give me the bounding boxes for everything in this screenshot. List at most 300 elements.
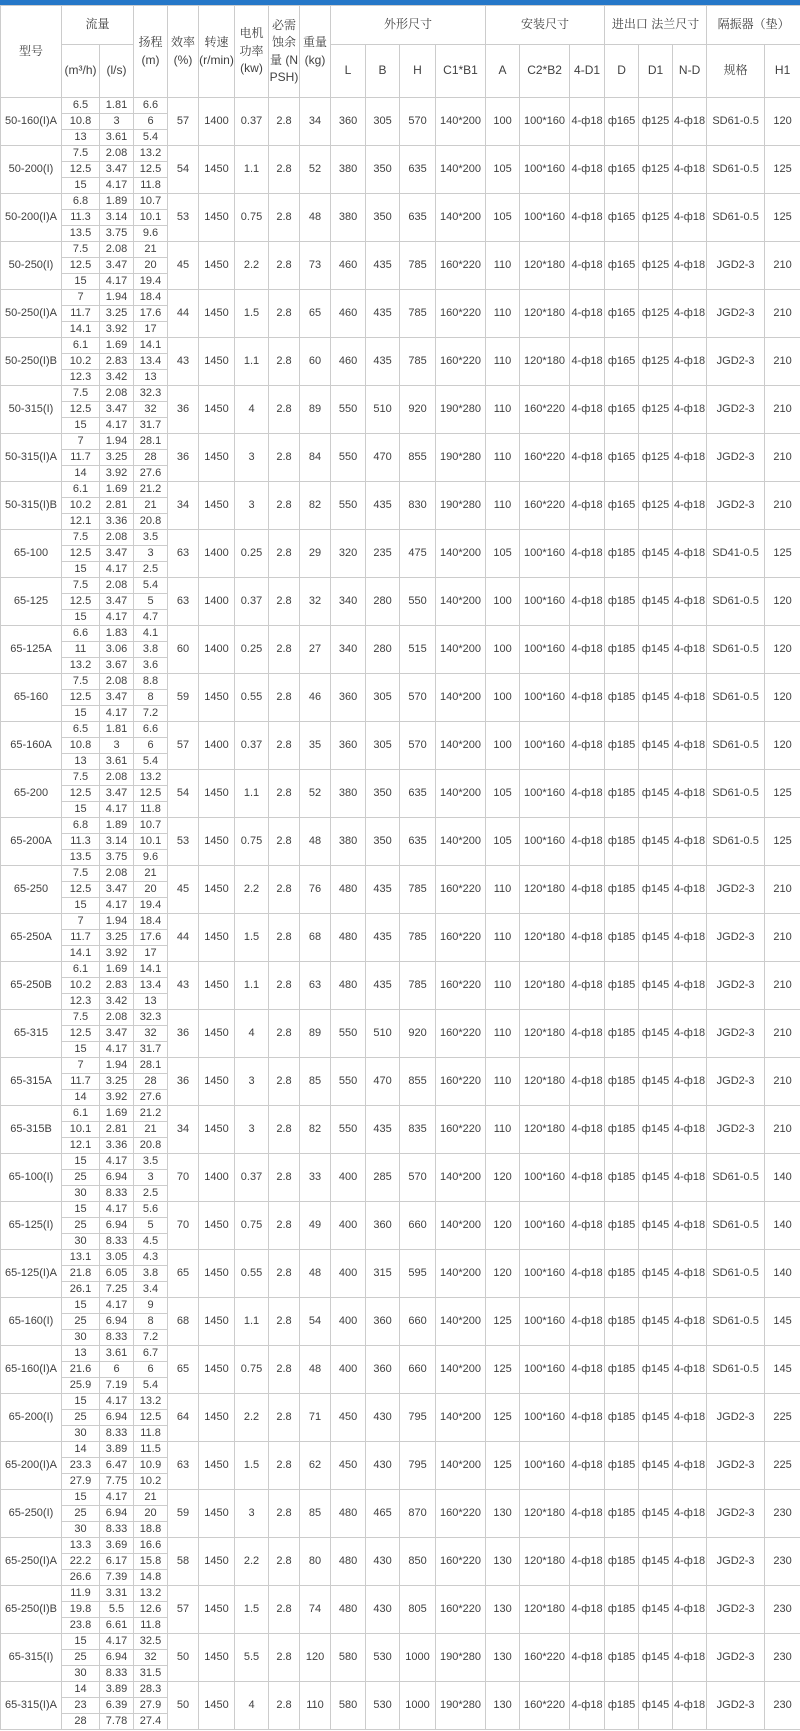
cell-power: 1.1 bbox=[235, 770, 269, 818]
cell-flange-d: ф165 bbox=[605, 482, 639, 530]
cell-dim-h: 635 bbox=[400, 194, 436, 242]
col-header-dim-h: H bbox=[400, 45, 436, 98]
cell-install-c2b2: 100*160 bbox=[520, 578, 570, 626]
cell-head: 32.3 bbox=[134, 386, 168, 402]
cell-flow-ls: 6.94 bbox=[100, 1170, 134, 1186]
cell-dim-h: 475 bbox=[400, 530, 436, 578]
cell-flange-nd: 4-ф18 bbox=[673, 1298, 707, 1346]
cell-flow-m3h: 25 bbox=[62, 1218, 100, 1234]
cell-head: 17 bbox=[134, 322, 168, 338]
cell-npsh: 2.8 bbox=[269, 1250, 300, 1298]
cell-flange-nd: 4-ф18 bbox=[673, 1394, 707, 1442]
cell-flange-d1: ф125 bbox=[639, 194, 673, 242]
cell-install-4d1: 4-ф18 bbox=[570, 1346, 605, 1394]
cell-dim-c1b1: 160*220 bbox=[436, 1010, 486, 1058]
cell-speed: 1450 bbox=[199, 1058, 235, 1106]
cell-isolator-h1: 125 bbox=[765, 194, 800, 242]
cell-flow-m3h: 7 bbox=[62, 290, 100, 306]
cell-npsh: 2.8 bbox=[269, 530, 300, 578]
cell-install-a: 110 bbox=[486, 1058, 520, 1106]
cell-flow-ls: 1.94 bbox=[100, 290, 134, 306]
cell-weight: 62 bbox=[300, 1442, 331, 1490]
cell-flow-m3h: 11.3 bbox=[62, 210, 100, 226]
cell-dim-c1b1: 140*200 bbox=[436, 1202, 486, 1250]
col-header-power: 电机功率 (kw) bbox=[235, 6, 269, 98]
cell-head: 9.6 bbox=[134, 226, 168, 242]
cell-weight: 52 bbox=[300, 146, 331, 194]
table-row bbox=[1, 386, 800, 402]
cell-power: 0.75 bbox=[235, 1202, 269, 1250]
cell-install-c2b2: 100*160 bbox=[520, 626, 570, 674]
cell-isolator-h1: 230 bbox=[765, 1586, 800, 1634]
cell-weight: 82 bbox=[300, 482, 331, 530]
cell-head: 19.4 bbox=[134, 274, 168, 290]
cell-head: 8 bbox=[134, 690, 168, 706]
cell-flow-ls: 3.47 bbox=[100, 402, 134, 418]
cell-flange-nd: 4-ф18 bbox=[673, 98, 707, 146]
cell-model: 65-100 bbox=[1, 530, 62, 578]
cell-flow-m3h: 14.1 bbox=[62, 946, 100, 962]
cell-flow-ls: 2.83 bbox=[100, 978, 134, 994]
cell-npsh: 2.8 bbox=[269, 866, 300, 914]
col-header-install-group: 安装尺寸 bbox=[486, 6, 605, 45]
cell-speed: 1450 bbox=[199, 1394, 235, 1442]
cell-flange-nd: 4-ф18 bbox=[673, 626, 707, 674]
cell-dim-h: 830 bbox=[400, 482, 436, 530]
cell-head: 3.8 bbox=[134, 642, 168, 658]
cell-dim-l: 580 bbox=[331, 1682, 366, 1730]
cell-flow-ls: 6.47 bbox=[100, 1458, 134, 1474]
cell-head: 3 bbox=[134, 1170, 168, 1186]
cell-dim-c1b1: 140*200 bbox=[436, 674, 486, 722]
cell-dim-c1b1: 140*200 bbox=[436, 1154, 486, 1202]
pump-spec-table bbox=[0, 5, 800, 1730]
cell-install-c2b2: 100*160 bbox=[520, 98, 570, 146]
cell-speed: 1450 bbox=[199, 1490, 235, 1538]
cell-install-4d1: 4-ф18 bbox=[570, 1298, 605, 1346]
cell-efficiency: 36 bbox=[168, 434, 199, 482]
cell-dim-l: 360 bbox=[331, 674, 366, 722]
col-header-install-c2b2: C2*B2 bbox=[520, 45, 570, 98]
cell-dim-b: 280 bbox=[366, 626, 400, 674]
cell-install-4d1: 4-ф18 bbox=[570, 1442, 605, 1490]
col-header-model: 型号 bbox=[1, 6, 62, 98]
col-header-dim-l: L bbox=[331, 45, 366, 98]
cell-model: 65-250(I)A bbox=[1, 1538, 62, 1586]
cell-flow-m3h: 12.3 bbox=[62, 994, 100, 1010]
table-row bbox=[1, 1010, 800, 1026]
cell-model: 65-200A bbox=[1, 818, 62, 866]
cell-flow-ls: 7.75 bbox=[100, 1474, 134, 1490]
cell-flow-ls: 1.81 bbox=[100, 98, 134, 114]
cell-npsh: 2.8 bbox=[269, 578, 300, 626]
cell-dim-h: 550 bbox=[400, 578, 436, 626]
cell-power: 3 bbox=[235, 1106, 269, 1154]
cell-efficiency: 53 bbox=[168, 194, 199, 242]
cell-flow-m3h: 13.3 bbox=[62, 1538, 100, 1554]
cell-isolator-spec: SD61-0.5 bbox=[707, 98, 765, 146]
cell-flow-ls: 3.47 bbox=[100, 162, 134, 178]
cell-flow-ls: 3.36 bbox=[100, 514, 134, 530]
cell-speed: 1400 bbox=[199, 530, 235, 578]
cell-speed: 1450 bbox=[199, 866, 235, 914]
cell-efficiency: 64 bbox=[168, 1394, 199, 1442]
cell-install-4d1: 4-ф18 bbox=[570, 338, 605, 386]
cell-head: 28.1 bbox=[134, 434, 168, 450]
cell-flow-ls: 3.92 bbox=[100, 466, 134, 482]
cell-install-a: 110 bbox=[486, 386, 520, 434]
cell-flange-nd: 4-ф18 bbox=[673, 1106, 707, 1154]
cell-head: 3.6 bbox=[134, 658, 168, 674]
cell-efficiency: 63 bbox=[168, 1442, 199, 1490]
cell-speed: 1400 bbox=[199, 722, 235, 770]
cell-efficiency: 63 bbox=[168, 530, 199, 578]
col-header-install-a: A bbox=[486, 45, 520, 98]
cell-flow-ls: 4.17 bbox=[100, 178, 134, 194]
cell-weight: 73 bbox=[300, 242, 331, 290]
cell-install-c2b2: 120*180 bbox=[520, 1106, 570, 1154]
table-row bbox=[1, 482, 800, 498]
cell-dim-c1b1: 160*220 bbox=[436, 1490, 486, 1538]
cell-head: 11.8 bbox=[134, 178, 168, 194]
cell-weight: 68 bbox=[300, 914, 331, 962]
cell-head: 21 bbox=[134, 1122, 168, 1138]
cell-head: 5.4 bbox=[134, 130, 168, 146]
cell-dim-b: 510 bbox=[366, 1010, 400, 1058]
cell-isolator-h1: 230 bbox=[765, 1682, 800, 1730]
cell-dim-h: 785 bbox=[400, 866, 436, 914]
cell-flow-m3h: 7.5 bbox=[62, 578, 100, 594]
cell-flow-ls: 2.08 bbox=[100, 578, 134, 594]
cell-isolator-spec: JGD2-3 bbox=[707, 1634, 765, 1682]
cell-install-a: 130 bbox=[486, 1586, 520, 1634]
cell-power: 2.2 bbox=[235, 1538, 269, 1586]
cell-install-c2b2: 160*220 bbox=[520, 1682, 570, 1730]
table-row bbox=[1, 1394, 800, 1410]
cell-install-a: 130 bbox=[486, 1634, 520, 1682]
col-header-weight: 重量 (kg) bbox=[300, 6, 331, 98]
col-header-npsh: 必需蚀余量 (NPSH) bbox=[269, 6, 300, 98]
cell-model: 50-250(I)A bbox=[1, 290, 62, 338]
cell-flow-m3h: 7.5 bbox=[62, 530, 100, 546]
cell-flow-m3h: 30 bbox=[62, 1522, 100, 1538]
cell-install-a: 125 bbox=[486, 1394, 520, 1442]
col-header-isolator-spec: 规格 bbox=[707, 45, 765, 98]
cell-flange-d1: ф125 bbox=[639, 434, 673, 482]
cell-flow-ls: 4.17 bbox=[100, 562, 134, 578]
cell-flow-ls: 3.61 bbox=[100, 130, 134, 146]
cell-flow-ls: 1.94 bbox=[100, 434, 134, 450]
cell-flow-ls: 7.25 bbox=[100, 1282, 134, 1298]
cell-install-4d1: 4-ф18 bbox=[570, 1058, 605, 1106]
cell-isolator-h1: 125 bbox=[765, 530, 800, 578]
cell-flange-nd: 4-ф18 bbox=[673, 530, 707, 578]
cell-dim-c1b1: 140*200 bbox=[436, 770, 486, 818]
cell-flange-nd: 4-ф18 bbox=[673, 1010, 707, 1058]
cell-install-c2b2: 100*160 bbox=[520, 146, 570, 194]
cell-npsh: 2.8 bbox=[269, 1538, 300, 1586]
cell-flange-d: ф185 bbox=[605, 674, 639, 722]
table-row bbox=[1, 1154, 800, 1170]
cell-install-c2b2: 120*180 bbox=[520, 1010, 570, 1058]
cell-flow-m3h: 12.1 bbox=[62, 1138, 100, 1154]
cell-isolator-spec: JGD2-3 bbox=[707, 242, 765, 290]
cell-isolator-spec: SD61-0.5 bbox=[707, 1154, 765, 1202]
cell-model: 65-125(I) bbox=[1, 1202, 62, 1250]
cell-flange-d1: ф145 bbox=[639, 530, 673, 578]
cell-flow-m3h: 15 bbox=[62, 562, 100, 578]
cell-speed: 1450 bbox=[199, 1538, 235, 1586]
cell-efficiency: 58 bbox=[168, 1538, 199, 1586]
cell-flow-ls: 3.89 bbox=[100, 1442, 134, 1458]
cell-flow-m3h: 14 bbox=[62, 1442, 100, 1458]
cell-weight: 33 bbox=[300, 1154, 331, 1202]
cell-npsh: 2.8 bbox=[269, 626, 300, 674]
cell-flange-d: ф185 bbox=[605, 1586, 639, 1634]
cell-weight: 48 bbox=[300, 818, 331, 866]
cell-dim-h: 920 bbox=[400, 1010, 436, 1058]
cell-head: 27.6 bbox=[134, 466, 168, 482]
cell-install-a: 110 bbox=[486, 914, 520, 962]
cell-speed: 1450 bbox=[199, 146, 235, 194]
cell-model: 65-125 bbox=[1, 578, 62, 626]
cell-dim-l: 550 bbox=[331, 1010, 366, 1058]
cell-npsh: 2.8 bbox=[269, 338, 300, 386]
cell-install-a: 100 bbox=[486, 98, 520, 146]
cell-npsh: 2.8 bbox=[269, 674, 300, 722]
cell-flange-d: ф165 bbox=[605, 194, 639, 242]
cell-head: 16.6 bbox=[134, 1538, 168, 1554]
cell-model: 65-200(I)A bbox=[1, 1442, 62, 1490]
cell-dim-b: 530 bbox=[366, 1682, 400, 1730]
cell-flow-m3h: 12.5 bbox=[62, 594, 100, 610]
cell-install-a: 100 bbox=[486, 674, 520, 722]
cell-weight: 85 bbox=[300, 1058, 331, 1106]
cell-head: 21.2 bbox=[134, 482, 168, 498]
cell-head: 11.8 bbox=[134, 802, 168, 818]
cell-flange-d1: ф145 bbox=[639, 722, 673, 770]
cell-speed: 1450 bbox=[199, 1634, 235, 1682]
cell-dim-h: 515 bbox=[400, 626, 436, 674]
cell-flow-ls: 5.5 bbox=[100, 1602, 134, 1618]
cell-head: 17 bbox=[134, 946, 168, 962]
cell-flow-m3h: 11.7 bbox=[62, 1074, 100, 1090]
cell-dim-c1b1: 140*200 bbox=[436, 818, 486, 866]
cell-isolator-h1: 225 bbox=[765, 1442, 800, 1490]
cell-head: 32 bbox=[134, 1650, 168, 1666]
cell-model: 50-250(I)B bbox=[1, 338, 62, 386]
cell-weight: 89 bbox=[300, 386, 331, 434]
cell-install-4d1: 4-ф18 bbox=[570, 386, 605, 434]
cell-flow-ls: 2.08 bbox=[100, 530, 134, 546]
cell-npsh: 2.8 bbox=[269, 290, 300, 338]
cell-flow-m3h: 7.5 bbox=[62, 770, 100, 786]
cell-install-c2b2: 100*160 bbox=[520, 1346, 570, 1394]
cell-flange-nd: 4-ф18 bbox=[673, 578, 707, 626]
cell-flow-m3h: 7.5 bbox=[62, 1010, 100, 1026]
cell-flow-ls: 4.17 bbox=[100, 1042, 134, 1058]
cell-install-a: 105 bbox=[486, 146, 520, 194]
cell-dim-b: 510 bbox=[366, 386, 400, 434]
cell-weight: 46 bbox=[300, 674, 331, 722]
cell-efficiency: 43 bbox=[168, 338, 199, 386]
table-row bbox=[1, 578, 800, 594]
cell-flange-d: ф185 bbox=[605, 866, 639, 914]
cell-head: 2.5 bbox=[134, 1186, 168, 1202]
cell-dim-l: 550 bbox=[331, 386, 366, 434]
cell-flange-nd: 4-ф18 bbox=[673, 1250, 707, 1298]
cell-dim-b: 280 bbox=[366, 578, 400, 626]
cell-dim-c1b1: 160*220 bbox=[436, 914, 486, 962]
cell-efficiency: 59 bbox=[168, 1490, 199, 1538]
cell-isolator-h1: 120 bbox=[765, 98, 800, 146]
cell-head: 5.4 bbox=[134, 754, 168, 770]
cell-dim-l: 480 bbox=[331, 866, 366, 914]
cell-isolator-spec: JGD2-3 bbox=[707, 1490, 765, 1538]
cell-flow-m3h: 13.1 bbox=[62, 1250, 100, 1266]
cell-dim-c1b1: 140*200 bbox=[436, 1394, 486, 1442]
cell-weight: 35 bbox=[300, 722, 331, 770]
cell-weight: 63 bbox=[300, 962, 331, 1010]
cell-flow-m3h: 6.5 bbox=[62, 722, 100, 738]
cell-speed: 1450 bbox=[199, 1106, 235, 1154]
cell-flow-ls: 8.33 bbox=[100, 1330, 134, 1346]
cell-install-c2b2: 160*220 bbox=[520, 482, 570, 530]
cell-dim-c1b1: 140*200 bbox=[436, 722, 486, 770]
cell-flow-m3h: 21.6 bbox=[62, 1362, 100, 1378]
cell-npsh: 2.8 bbox=[269, 434, 300, 482]
cell-flow-ls: 3 bbox=[100, 114, 134, 130]
cell-model: 65-100(I) bbox=[1, 1154, 62, 1202]
table-row bbox=[1, 626, 800, 642]
cell-flange-nd: 4-ф18 bbox=[673, 1586, 707, 1634]
cell-speed: 1450 bbox=[199, 1202, 235, 1250]
cell-model: 65-160A bbox=[1, 722, 62, 770]
cell-flange-d: ф185 bbox=[605, 1202, 639, 1250]
cell-speed: 1450 bbox=[199, 1442, 235, 1490]
cell-install-4d1: 4-ф18 bbox=[570, 146, 605, 194]
cell-dim-h: 795 bbox=[400, 1394, 436, 1442]
cell-flange-nd: 4-ф18 bbox=[673, 290, 707, 338]
cell-install-c2b2: 100*160 bbox=[520, 1250, 570, 1298]
cell-model: 65-315 bbox=[1, 1010, 62, 1058]
cell-flow-ls: 6.94 bbox=[100, 1314, 134, 1330]
cell-speed: 1400 bbox=[199, 1154, 235, 1202]
cell-efficiency: 59 bbox=[168, 674, 199, 722]
cell-flow-m3h: 25.9 bbox=[62, 1378, 100, 1394]
cell-install-c2b2: 100*160 bbox=[520, 1298, 570, 1346]
cell-head: 3.5 bbox=[134, 1154, 168, 1170]
cell-install-a: 110 bbox=[486, 434, 520, 482]
cell-install-4d1: 4-ф18 bbox=[570, 1154, 605, 1202]
cell-dim-h: 805 bbox=[400, 1586, 436, 1634]
cell-isolator-h1: 210 bbox=[765, 1058, 800, 1106]
cell-dim-l: 480 bbox=[331, 1538, 366, 1586]
table-row bbox=[1, 434, 800, 450]
cell-speed: 1450 bbox=[199, 818, 235, 866]
cell-flow-m3h: 19.8 bbox=[62, 1602, 100, 1618]
cell-flow-m3h: 10.8 bbox=[62, 738, 100, 754]
cell-install-a: 105 bbox=[486, 770, 520, 818]
col-header-flange-d: D bbox=[605, 45, 639, 98]
cell-flow-m3h: 6.1 bbox=[62, 338, 100, 354]
cell-power: 3 bbox=[235, 482, 269, 530]
cell-head: 20.8 bbox=[134, 1138, 168, 1154]
cell-dim-h: 595 bbox=[400, 1250, 436, 1298]
cell-power: 0.37 bbox=[235, 722, 269, 770]
cell-flow-ls: 8.33 bbox=[100, 1426, 134, 1442]
cell-speed: 1450 bbox=[199, 1250, 235, 1298]
cell-head: 3.4 bbox=[134, 1282, 168, 1298]
cell-flange-d: ф185 bbox=[605, 1058, 639, 1106]
cell-model: 65-160 bbox=[1, 674, 62, 722]
cell-install-4d1: 4-ф18 bbox=[570, 914, 605, 962]
cell-isolator-h1: 210 bbox=[765, 338, 800, 386]
cell-flange-d: ф165 bbox=[605, 146, 639, 194]
cell-isolator-h1: 210 bbox=[765, 386, 800, 434]
cell-model: 50-315(I)B bbox=[1, 482, 62, 530]
cell-head: 27.4 bbox=[134, 1714, 168, 1730]
cell-flange-d: ф185 bbox=[605, 1394, 639, 1442]
cell-flange-nd: 4-ф18 bbox=[673, 1634, 707, 1682]
cell-isolator-h1: 225 bbox=[765, 1394, 800, 1442]
cell-power: 3 bbox=[235, 1058, 269, 1106]
cell-install-c2b2: 120*180 bbox=[520, 914, 570, 962]
cell-install-a: 110 bbox=[486, 1106, 520, 1154]
cell-flow-m3h: 12.5 bbox=[62, 690, 100, 706]
cell-head: 3.5 bbox=[134, 530, 168, 546]
cell-flow-m3h: 15 bbox=[62, 1042, 100, 1058]
cell-flow-m3h: 13 bbox=[62, 754, 100, 770]
cell-flange-d1: ф145 bbox=[639, 866, 673, 914]
cell-power: 4 bbox=[235, 1682, 269, 1730]
cell-install-a: 100 bbox=[486, 578, 520, 626]
cell-flow-ls: 3.69 bbox=[100, 1538, 134, 1554]
cell-install-c2b2: 160*220 bbox=[520, 386, 570, 434]
cell-flow-m3h: 10.8 bbox=[62, 114, 100, 130]
cell-weight: 29 bbox=[300, 530, 331, 578]
cell-flow-m3h: 30 bbox=[62, 1426, 100, 1442]
cell-power: 0.37 bbox=[235, 1154, 269, 1202]
cell-model: 50-200(I)A bbox=[1, 194, 62, 242]
cell-flow-ls: 2.08 bbox=[100, 770, 134, 786]
cell-speed: 1450 bbox=[199, 962, 235, 1010]
cell-speed: 1450 bbox=[199, 1586, 235, 1634]
cell-model: 50-200(I) bbox=[1, 146, 62, 194]
cell-flow-ls: 3.14 bbox=[100, 210, 134, 226]
cell-dim-h: 785 bbox=[400, 242, 436, 290]
cell-dim-c1b1: 140*200 bbox=[436, 98, 486, 146]
cell-npsh: 2.8 bbox=[269, 482, 300, 530]
cell-flange-d: ф185 bbox=[605, 1010, 639, 1058]
cell-npsh: 2.8 bbox=[269, 98, 300, 146]
cell-flange-d: ф165 bbox=[605, 98, 639, 146]
cell-head: 5.4 bbox=[134, 578, 168, 594]
cell-dim-l: 360 bbox=[331, 98, 366, 146]
cell-head: 5 bbox=[134, 594, 168, 610]
cell-power: 1.5 bbox=[235, 1586, 269, 1634]
cell-dim-h: 850 bbox=[400, 1538, 436, 1586]
cell-weight: 110 bbox=[300, 1682, 331, 1730]
table-row bbox=[1, 1634, 800, 1650]
cell-weight: 85 bbox=[300, 1490, 331, 1538]
cell-flange-d1: ф145 bbox=[639, 1298, 673, 1346]
cell-dim-h: 920 bbox=[400, 386, 436, 434]
cell-flow-m3h: 26.6 bbox=[62, 1570, 100, 1586]
cell-dim-c1b1: 140*200 bbox=[436, 530, 486, 578]
cell-head: 10.9 bbox=[134, 1458, 168, 1474]
cell-npsh: 2.8 bbox=[269, 722, 300, 770]
